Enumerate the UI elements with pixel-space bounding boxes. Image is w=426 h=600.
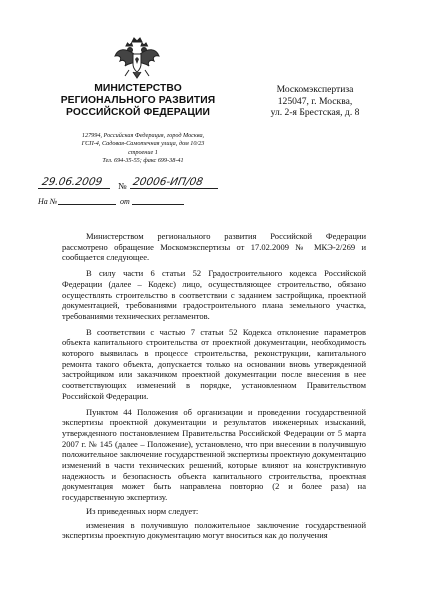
number-sign: № [118, 181, 127, 191]
ref-date-underline [132, 204, 184, 205]
outgoing-reference [38, 176, 268, 211]
recipient-name: Москомэкспертиза [276, 84, 354, 95]
ministry-title [52, 83, 224, 119]
address-line2: ГСП-4, Садовая-Самотечная улица, дом 10/23 [81, 140, 205, 148]
number-underline [130, 188, 218, 189]
incoming-reference-row [38, 195, 268, 211]
paragraph-4: Пунктом 44 Положения об организации и проведении государственной экспертизы проектной документации и результатов инженерных изысканий, утвержденного постановлением Правительства Российской Федерации от 5 марта 2007 г. № 145 (далее – Положение), установлено, что при внесении в получившую положительное заключение государственной экспертизы проектную документацию изменений в части технических решений, которые влияют на конструктивную надежность и безопасность объекта капитального строительства, проектная документация может быть направлена повторно (2 и более раза) на государственную экспертизу. [62, 406, 366, 503]
ministry-title-line3: РОССИЙСКОЙ ФЕДЕРАЦИИ [66, 107, 210, 118]
address-line1: 127994, Российская Федерация, город Москва, [81, 132, 205, 139]
ref-from-label: от [120, 197, 130, 206]
paragraph-3: В соответствии с частью 7 статьи 52 Кодекса отклонение параметров объекта капитального строительства от проектной документации, необходимость которого выявилась в процессе строительства, реконструкции, капитального ремонта такого объекта, допускается только на основании вновь утвержденной застройщиком или заказчиком проектной документации после внесения в нее соответствующих изменений в порядке, установленном Правительством Российской Федерации. [62, 326, 366, 401]
outgoing-number: 20006-ИП/08 [131, 176, 204, 188]
paragraph-2: В силу части 6 статьи 52 Градостроительного кодекса Российской Федерации (далее – Кодекс) лицо, осуществляющее строительство, обязано осуществлять строительство в соответствии с заданием застройщика, проектной документацией, требованиями градостроительного плана земельного участка, требованиями технических регламентов. [62, 268, 366, 321]
state-emblem-icon [112, 34, 162, 84]
recipient-block [250, 84, 380, 119]
ministry-title-line2: РЕГИОНАЛЬНОГО РАЗВИТИЯ [60, 95, 216, 106]
date-underline [38, 188, 110, 189]
ref-number-underline [58, 204, 116, 205]
recipient-street: ул. 2-я Брестская, д. 8 [270, 107, 360, 118]
ministry-title-line1: МИНИСТЕРСТВО [94, 83, 182, 94]
ref-number-label: На № [38, 197, 58, 206]
outgoing-date: 29.06.2009 [40, 176, 104, 188]
paragraph-5: Из приведенных норм следует: [86, 505, 199, 516]
outgoing-date-number-row [38, 176, 268, 195]
address-line3: строение 1 [128, 148, 158, 156]
ministry-address [70, 132, 216, 166]
address-phone: Тел. 694-35-55; факс 699-38-41 [102, 157, 184, 165]
paragraph-1: Министерством регионального развития Российской Федерации рассмотрено обращение Москомэкспертизы от 17.02.2009 № МКЭ-2/269 и сообщается следующее. [62, 231, 366, 263]
letter-body [62, 231, 366, 541]
paragraph-6: изменения в получившую положительное заключение государственной экспертизы проектную документацию могут вноситься как до получения [62, 519, 366, 541]
recipient-city: 125047, г. Москва, [277, 95, 353, 107]
